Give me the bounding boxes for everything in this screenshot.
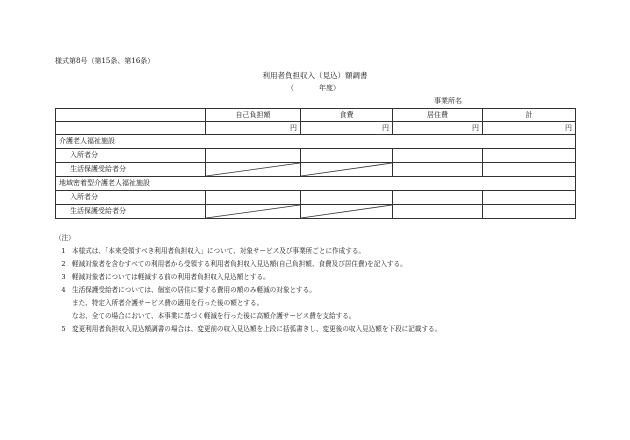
row-label: 生活保護受給者分 xyxy=(56,205,206,219)
unit-yen: 円 xyxy=(393,122,483,135)
unit-yen: 円 xyxy=(483,122,576,135)
table-row xyxy=(56,149,576,163)
input-cell[interactable] xyxy=(483,149,576,163)
notes-heading: （注） xyxy=(55,234,75,242)
note-number: 4 xyxy=(61,286,66,294)
unit-yen: 円 xyxy=(206,122,301,135)
notes-section xyxy=(55,232,441,336)
note-continuation: なお、全ての場合において、本事業に基づく軽減を行った後に高額介護サービス費を支給する。 xyxy=(72,312,356,320)
note-number: 1 xyxy=(61,247,66,255)
input-cell[interactable] xyxy=(483,191,576,205)
input-cell[interactable] xyxy=(393,149,483,163)
diagonal-blank-cell xyxy=(301,163,393,177)
note-item xyxy=(55,258,441,271)
input-cell[interactable] xyxy=(483,205,576,219)
fiscal-year-label: 年度） xyxy=(319,84,340,92)
note-text: 変更利用者負担収入見込額調書の場合は、変更前の収入見込額を上段に括弧書きし、変更後の収入見込額を下段に記載する。 xyxy=(72,325,442,333)
input-cell[interactable] xyxy=(393,191,483,205)
table-unit-row xyxy=(56,122,576,135)
header-self-payment: 自己負担額 xyxy=(206,109,301,122)
form-number: 様式第8号（第15条、第16条） xyxy=(55,57,155,65)
input-cell[interactable] xyxy=(393,205,483,219)
table-row xyxy=(56,177,576,191)
table-header-row xyxy=(56,109,576,122)
fiscal-year-open-paren: （ xyxy=(287,84,294,92)
revenue-table xyxy=(55,108,576,219)
header-blank-cell xyxy=(56,109,206,122)
note-text: 本様式は、「本来受領すべき利用者負担収入」について、対象サービス及び事業所ごとに作成する。 xyxy=(72,247,366,255)
note-item xyxy=(55,271,441,284)
note-number: 2 xyxy=(61,260,66,268)
table-row xyxy=(56,163,576,177)
office-name-label: 事業所名 xyxy=(434,97,462,105)
note-text: 軽減対象者を含むすべての利用者から受領する利用者負担収入見込額(自己負担額、食費及び居住費)を記入する。 xyxy=(72,260,407,268)
note-number: 5 xyxy=(61,325,66,333)
note-item xyxy=(55,245,441,258)
input-cell[interactable] xyxy=(483,163,576,177)
header-meal-cost: 食費 xyxy=(301,109,393,122)
note-number: 3 xyxy=(61,273,66,281)
header-total: 計 xyxy=(483,109,576,122)
section-heading: 介護老人福祉施設 xyxy=(56,135,576,149)
row-label: 入所者分 xyxy=(56,191,206,205)
header-housing-cost: 居住費 xyxy=(393,109,483,122)
unit-blank-cell xyxy=(56,122,206,135)
note-continuation: また、特定入所者介護サービス費の適用を行った後の額とする。 xyxy=(72,299,264,307)
note-item xyxy=(55,284,441,297)
note-text: 生活保護受給者については、個室の居住に要する費用の額のみ軽減の対象とする。 xyxy=(72,286,316,294)
note-text: 軽減対象者については軽減する前の利用者負担収入見込額とする。 xyxy=(72,273,270,281)
row-label: 入所者分 xyxy=(56,149,206,163)
section-heading: 地域密着型介護老人福祉施設 xyxy=(56,177,576,191)
note-item xyxy=(55,323,441,336)
document-title: 利用者負担収入（見込）額調書 xyxy=(262,71,368,80)
diagonal-blank-cell xyxy=(206,205,301,219)
input-cell[interactable] xyxy=(301,191,393,205)
table-row xyxy=(56,205,576,219)
unit-yen: 円 xyxy=(301,122,393,135)
input-cell[interactable] xyxy=(393,163,483,177)
input-cell[interactable] xyxy=(206,149,301,163)
table-row xyxy=(56,135,576,149)
diagonal-blank-cell xyxy=(206,163,301,177)
input-cell[interactable] xyxy=(301,149,393,163)
row-label: 生活保護受給者分 xyxy=(56,163,206,177)
diagonal-blank-cell xyxy=(301,205,393,219)
input-cell[interactable] xyxy=(206,191,301,205)
table-row xyxy=(56,191,576,205)
